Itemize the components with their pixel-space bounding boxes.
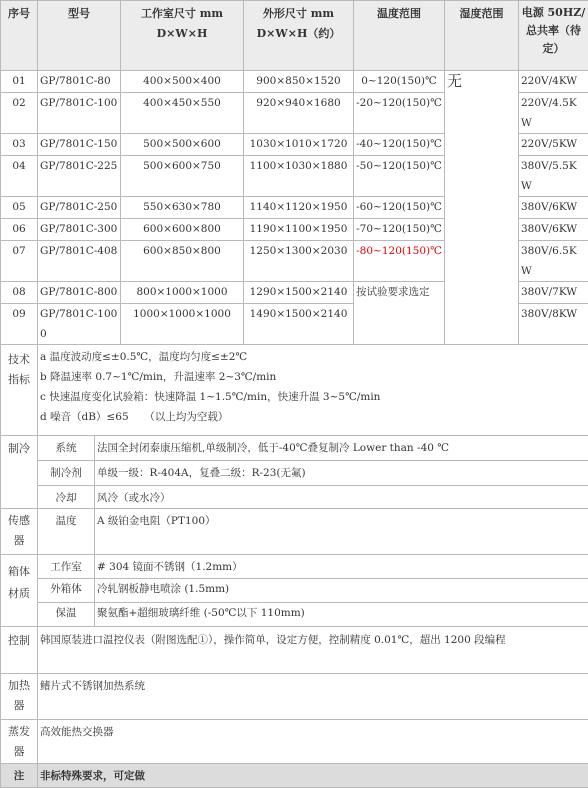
humidity-cell: 无 (445, 71, 519, 345)
cool-value: 风冷（或水冷） (95, 486, 588, 509)
header-row (1, 1, 588, 71)
tech-line: a 温度波动度≤±0.5℃，温度均匀度≤±2℃ (40, 347, 586, 367)
outer-label: 外箱体 (38, 579, 95, 603)
refrigerant-value: 单级一级：R-404A，复叠二级：R-23(无氟) (95, 461, 588, 486)
refrigerant-label: 制冷剂 (38, 461, 95, 486)
seq-cell: 01 (1, 71, 38, 93)
header-work-size: 工作室尺寸 mm D×W×H (121, 1, 244, 71)
seq-cell: 05 (1, 197, 38, 219)
outer-size-cell: 1190×1100×1950 (244, 219, 354, 241)
heater-label: 加热器 (1, 674, 38, 720)
note-value: 非标特殊要求，可定做 (38, 764, 588, 788)
outer-size-cell: 920×940×1680 (244, 93, 354, 134)
insulation-value: 聚氨酯+超细玻璃纤维 (-50℃以下 110mm) (95, 603, 588, 627)
seq-cell: 09 (1, 304, 38, 345)
model-cell: GP/7801C-1000 (38, 304, 121, 345)
heater-row (1, 674, 588, 720)
body-row (1, 555, 588, 579)
evaporator-label: 蒸发器 (1, 720, 38, 764)
sensor-label: 传感器 (1, 509, 38, 555)
model-cell: GP/7801C-800 (38, 282, 121, 304)
control-row (1, 627, 588, 674)
power-cell: 380V/5.5KW (519, 156, 588, 197)
header-seq: 序号 (1, 1, 38, 71)
outer-size-cell: 1250×1300×2030 (244, 241, 354, 282)
power-cell: 380V/6KW (519, 219, 588, 241)
model-cell: GP/7801C-408 (38, 241, 121, 282)
cooling-row (1, 436, 588, 461)
sensor-sub-label: 温度 (38, 509, 95, 555)
model-cell: GP/7801C-300 (38, 219, 121, 241)
table-row (1, 71, 588, 93)
inner-label: 工作室 (38, 555, 95, 579)
work-size-cell: 400×450×550 (121, 93, 244, 134)
seq-cell: 04 (1, 156, 38, 197)
temp-cell: -60~120(150)℃ (354, 197, 445, 219)
temp-cell: -20~120(150)℃ (354, 93, 445, 134)
model-cell: GP/7801C-150 (38, 134, 121, 156)
tech-line: b 降温速率 0.7~1℃/min，升温速率 2~3℃/min (40, 367, 586, 387)
tech-label: 技术指标 (1, 345, 38, 436)
work-size-cell: 800×1000×1000 (121, 282, 244, 304)
cooling-system-value: 法国全封闭泰康压缩机,单级制冷，低于-40℃叠复制冷 Lower than -40 ℃ (95, 436, 588, 461)
work-size-cell: 400×500×400 (121, 71, 244, 93)
outer-size-cell: 1100×1030×1880 (244, 156, 354, 197)
outer-value: 冷轧钢板静电喷涂 (1.5mm) (95, 579, 588, 603)
outer-size-cell: 900×850×1520 (244, 71, 354, 93)
temp-cell: 按试验要求选定 (354, 282, 445, 345)
power-cell: 220V/4KW (519, 71, 588, 93)
model-cell: GP/7801C-225 (38, 156, 121, 197)
cool-label: 冷却 (38, 486, 95, 509)
control-label: 控制 (1, 627, 38, 674)
work-size-cell: 500×500×600 (121, 134, 244, 156)
power-cell: 220V/5KW (519, 134, 588, 156)
insulation-row (1, 603, 588, 627)
temp-cell: -50~120(150)℃ (354, 156, 445, 197)
cooling-system-label: 系统 (38, 436, 95, 461)
header-humidity: 湿度范围 (445, 1, 519, 71)
temp-cell-highlight: -80~120(150)℃ (354, 241, 445, 282)
seq-cell: 06 (1, 219, 38, 241)
outer-size-cell: 1490×1500×2140 (244, 304, 354, 345)
work-size-cell: 600×600×800 (121, 219, 244, 241)
work-size-cell: 1000×1000×1000 (121, 304, 244, 345)
outer-row (1, 579, 588, 603)
header-model: 型号 (38, 1, 121, 71)
insulation-label: 保温 (38, 603, 95, 627)
heater-value: 鳍片式不锈钢加热系统 (38, 674, 588, 720)
tech-specs (38, 345, 588, 436)
header-outer-size: 外形尺寸 mm D×W×H（约） (244, 1, 354, 71)
seq-cell: 02 (1, 93, 38, 134)
work-size-cell: 550×630×780 (121, 197, 244, 219)
body-label: 箱体材质 (1, 555, 38, 627)
temp-cell: -70~120(150)℃ (354, 219, 445, 241)
seq-cell: 03 (1, 134, 38, 156)
work-size-cell: 600×850×800 (121, 241, 244, 282)
sensor-row (1, 509, 588, 555)
model-cell: GP/7801C-80 (38, 71, 121, 93)
refrigerant-row (1, 461, 588, 486)
sensor-value: A 级铂金电阻（PT100） (95, 509, 588, 555)
note-row (1, 764, 588, 788)
power-cell: 380V/8KW (519, 304, 588, 345)
header-power: 电源 50HZ/总共率（待定） (519, 1, 588, 71)
seq-cell: 07 (1, 241, 38, 282)
cool-row (1, 486, 588, 509)
outer-size-cell: 1140×1120×1950 (244, 197, 354, 219)
work-size-cell: 500×600×750 (121, 156, 244, 197)
tech-line: d 噪音（dB）≤65 （以上均为空载） (40, 407, 586, 427)
tech-line: c 快速温度变化试验箱：快速降温 1~1.5℃/min，快速升温 3~5℃/min (40, 387, 586, 407)
cooling-label: 制冷 (1, 436, 38, 509)
model-cell: GP/7801C-250 (38, 197, 121, 219)
control-value: 韩国原装进口温控仪表（附图选配①），操作简单，设定方便，控制精度 0.01℃，超出 1200 段编程 (38, 627, 588, 674)
power-cell: 220V/4.5KW (519, 93, 588, 134)
temp-cell: -40~120(150)℃ (354, 134, 445, 156)
outer-size-cell: 1030×1010×1720 (244, 134, 354, 156)
note-label: 注 (1, 764, 38, 788)
tech-row (1, 345, 588, 436)
power-cell: 380V/7KW (519, 282, 588, 304)
header-temperature: 温度范围 (354, 1, 445, 71)
seq-cell: 08 (1, 282, 38, 304)
power-cell: 380V/6KW (519, 197, 588, 219)
temp-cell: 0~120(150)℃ (354, 71, 445, 93)
model-cell: GP/7801C-100 (38, 93, 121, 134)
power-cell: 380V/6.5KW (519, 241, 588, 282)
inner-value: # 304 镜面不锈钢（1.2mm） (95, 555, 588, 579)
outer-size-cell: 1290×1500×2140 (244, 282, 354, 304)
evaporator-value: 高效能热交换器 (38, 720, 588, 764)
